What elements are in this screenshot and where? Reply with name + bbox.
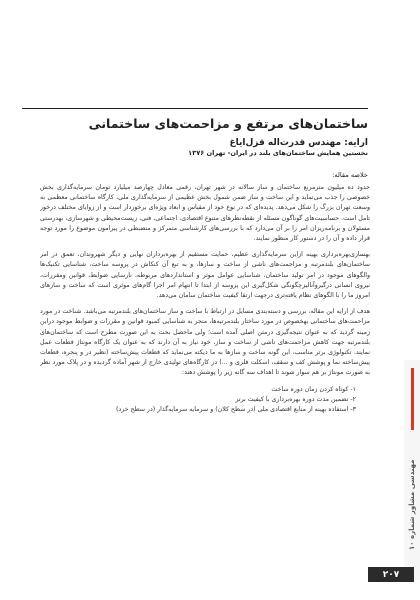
goal-item: ۱- کوتاه کردن زمان دوره ساخت (271, 385, 356, 393)
header-rule (22, 108, 368, 109)
paragraph-2: بهسازی‌بهره‌برداری بهینه ازاین سرمایه‌گذاری عظیم، حمایت مستقیم از بهره‌برداران نهایی و دیگر شهروندان، تعمق در امر ساختمان‌های بلندمرتبه و مزاحمت‌های ناشی از ساخت و سازها، و به تبع آن کنکاش در پروسه ساخت، شناسایی تکنیک‌ها والگوهای موجود در امر تولید ساختمان، شناسایی عوامل موثر و استانداردهای مربوطه، نارسایی ضوابط، قوانین ومقررات، نیروی انسانی درگیروآنالیزچگونگی شکل‌گیری این پروسه از ابتدا تا انتهام امر اجرا گام‌های موثری است که ساخت و سازهای امروز ما را با الگوهای نظام یافته‌تری درجهت ارتقا کیفیت ساختمان سامان می‌دهد. (40, 251, 370, 300)
side-accent-bar (411, 368, 414, 430)
abstract-label: خلاصه مقاله: (332, 171, 368, 179)
page-number: ۲۰۷ (368, 567, 414, 582)
goal-item: ۲- تضمین مدت دوره بهره‌برداری با کیفیت برتر (235, 395, 356, 403)
goal-item: ۳- استفاده بهینه از منابع اقتصادی ملی (در سطح کلان) و سرمایه سرمایه‌گذار (در سطح خرد) (116, 406, 356, 414)
article-body (40, 183, 370, 483)
article-title: ساختمان‌های مرتفع و مزاحمت‌های ساختمانی (88, 116, 368, 131)
article-source: نخستین همایش ساختمان‌های بلند در ایران- تهران ۱۳۷۶ (188, 149, 368, 157)
journal-side-label: مهندسی مشاور شماره ۱۰ (408, 459, 416, 551)
goals-list (40, 385, 370, 416)
paragraph-3: هدف از ارایه این مقاله، بررسی و دسته‌بندی مسایل در ارتباط با ساخت و ساز ساختمان‌های بلندمرتبه می‌باشد. شناخت در مورد مزاحمت‌های ساختمانی بهخصوص در مورد ساختار بلندمرتبه‌ها، منجر به شناسایی کمبود قوانین و مقررات و ضوابط موجود دراین زمینه گردید که به عنوان نتیجه‌گیری درمتن اصلی آمده است؛ ولی ماحصل بحث به این صورت مطرح است که ساختمان‌های بلندمرتبه جهت کاهش مزاحمت‌های ناشی از ساخت و ساز، خود نیاز به آن دارند که به عنوان یک کارگاه مونتاژ قطعات عمل نمایند. تکنولوژی برتر مناسب، این گونه ساخت و سازها به ما دیکته می‌نماید که قطعات پیش‌ساخته (نظیر در و پنجره، قطعات پیش‌ساخته نما و پوشش کف و سقف، اسکلت فلزی و ...) در کارگاه‌های تولیدی خارج از شهر آماده گردیده و در پلاک مورد نظر به صورت مونتاژ بر هم سوار شوند تا اهداف سه گانه زیر را پوشش دهند: (40, 308, 370, 377)
article-author: ارایه: مهندس قدرت‌اله قزل‌ایاغ (229, 138, 368, 148)
paragraph-1: حدود ده میلیون مترمربع ساختمان و ساز سالانه در شهر تهران، رقمی معادل چهارصد میلیارد تومان سرمایه‌گذاری بخش خصوصی را جذب می‌نماید و این ساخت و ساز ضمن شمول بخش عظیمی از سرمایه‌گذاری ملی، کارگاه ساختمانی معظمی به وسعت تهران بزرگ را شکل می‌دهد. پدیده‌ای که در نوع خود از مقیاس و ابعاد ویژه‌ای برخوردار است و از زوایای مختلف درخور تامل است. حساسیت‌های گوناگون مسئله از نقطه‌نظرهای متنوع اقتصادی، اجتماعی، فنی، زیست‌محیطی و شهرسازی، بهدرستی مسئولان و برنامه‌ریزان امر را بر آن می‌دارد که با بررسی‌های کارشناسی متمرکز و منضبطی در پیرامون موضوع را مورد توجه قرار داده و آن را در دستور کار منظور نمایند. (40, 184, 370, 243)
